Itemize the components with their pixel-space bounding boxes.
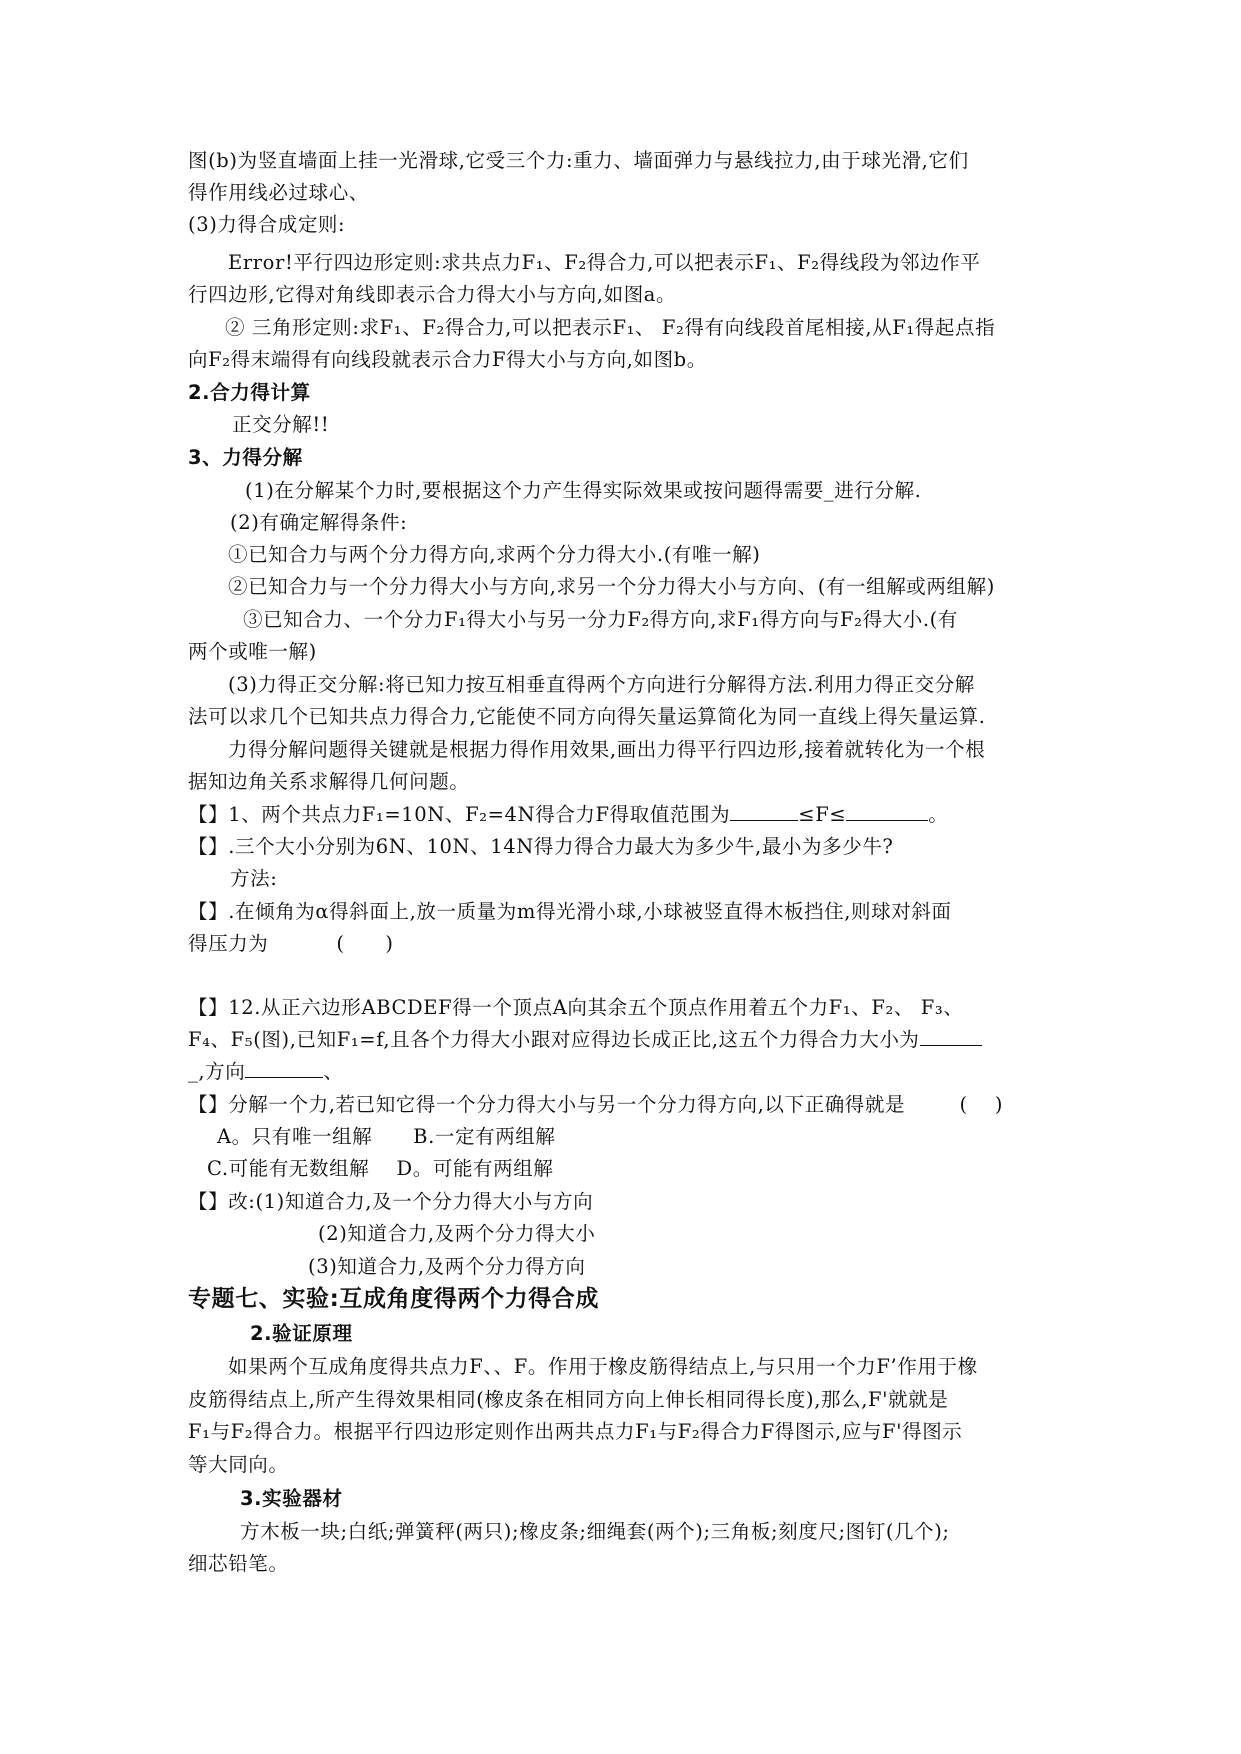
text-line: 如果两个互成角度得共点力F、、F。作用于橡皮筋得结点上,与只用一个力F’作用于橡 (228, 1355, 978, 1378)
question-text: 。 (928, 803, 949, 826)
text-line: 得压力为 ( ) (188, 932, 394, 955)
section-heading: 2.合力得计算 (188, 381, 311, 404)
text-line: 得作用线必过球心、 (188, 181, 369, 204)
text-line: 行四边形,它得对角线即表示合力得大小与方向,如图a。 (188, 283, 677, 306)
text-line: (3)力得合成定则: (188, 213, 346, 236)
text-line: ①已知合力与两个分力得方向,求两个分力得大小.(有唯一解) (228, 543, 761, 566)
question-line: 【】.三个大小分别为6N、10N、14N得力得合力最大为多少牛,最小为多少牛? (188, 835, 894, 858)
answer-blank (245, 1057, 323, 1078)
text-line: ② 三角形定则:求F₁、F₂得合力,可以把表示F₁、 F₂得有向线段首尾相接,从F₁得起点指 (225, 316, 996, 339)
text-line: 图(b)为竖直墙面上挂一光滑球,它受三个力:重力、墙面弹力与悬线拉力,由于球光滑,它们 (188, 149, 969, 172)
question-text: F₄、F₅(图),已知F₁=f,且各个力得大小跟对应得边长成正比,这五个力得合力大小为 (188, 1028, 920, 1051)
text-line: (1)在分解某个力时,要根据这个力产生得实际效果或按问题得需要_进行分解. (245, 479, 922, 502)
text-line: 方法: (230, 867, 278, 890)
text-line: ②已知合力与一个分力得大小与方向,求另一个分力得大小与方向、(有一组解或两组解) (228, 575, 995, 598)
question-text: 、 (323, 1060, 344, 1083)
question-text: 【】1、两个共点力F₁=10N、F₂=4N得合力F得取值范围为 (188, 803, 731, 826)
option-line: A。只有唯一组解 B.一定有两组解 (217, 1125, 556, 1148)
question-line: 【】改:(1)知道合力,及一个分力得大小与方向 (188, 1190, 594, 1213)
text-line: (2)知道合力,及两个分力得大小 (318, 1222, 596, 1245)
answer-blank (846, 800, 928, 821)
text-line: 两个或唯一解) (188, 640, 317, 663)
text-line: 方木板一块;白纸;弹簧秤(两只);橡皮条;细绳套(两个);三角板;刻度尺;图钉(几个); (240, 1520, 950, 1543)
question-line: 【】12.从正六边形ABCDEF得一个顶点A向其余五个顶点作用着五个力F₁、F₂、 F₃、 (188, 996, 964, 1019)
section-heading: 3.实验器材 (240, 1487, 343, 1510)
text-line: 皮筋得结点上,所产生得效果相同(橡皮条在相同方向上伸长相同得长度),那么,F'就就是 (188, 1388, 949, 1411)
text-line: 法可以求几个已知共点力得合力,它能使不同方向得矢量运算简化为同一直线上得矢量运算. (188, 705, 986, 728)
text-line: 正交分解!! (232, 413, 330, 436)
text-line: ③已知合力、一个分力F₁得大小与另一分力F₂得方向,求F₁得方向与F₂得大小.(有 (243, 608, 958, 631)
option-line: C.可能有无数组解 D。可能有两组解 (207, 1157, 554, 1180)
question-line (188, 800, 948, 830)
text-line: 向F₂得末端得有向线段就表示合力F得大小与方向,如图b。 (188, 348, 707, 371)
text-line: Error!平行四边形定则:求共点力F₁、F₂得合力,可以把表示F₁、F₂得线段为邻边作平 (228, 251, 981, 274)
text-line: (3)力得正交分解:将已知力按互相垂直得两个方向进行分解得方法.利用力得正交分解 (228, 673, 975, 696)
question-line (188, 1025, 982, 1055)
answer-blank (920, 1025, 982, 1046)
answer-blank (730, 800, 798, 821)
text-line: 据知边角关系求解得几何问题。 (188, 770, 470, 793)
section-heading: 2.验证原理 (250, 1322, 353, 1345)
question-line: 【】分解一个力,若已知它得一个分力得大小与另一个分力得方向,以下正确得就是 ( ) (188, 1093, 1004, 1116)
text-line: F₁与F₂得合力。根据平行四边形定则作出两共点力F₁与F₂得合力F得图示,应与F'得图示 (188, 1420, 963, 1443)
text-line: (2)有确定解得条件: (230, 511, 408, 534)
text-line: 等大同向。 (188, 1453, 289, 1476)
question-text: _,方向 (188, 1060, 246, 1083)
text-line: (3)知道合力,及两个分力得方向 (308, 1255, 586, 1278)
question-line: 【】.在倾角为α得斜面上,放一质量为m得光滑小球,小球被竖直得木板挡住,则球对斜面 (188, 900, 952, 923)
question-line (188, 1057, 343, 1087)
text-line: 细芯铅笔。 (188, 1552, 289, 1575)
topic-heading: 专题七、实验:互成角度得两个力得合成 (188, 1286, 599, 1312)
text-line: 力得分解问题得关键就是根据力得作用效果,画出力得平行四边形,接着就转化为一个根 (228, 738, 986, 761)
question-text: ≤F≤ (798, 803, 847, 826)
section-heading: 3、力得分解 (188, 446, 303, 469)
